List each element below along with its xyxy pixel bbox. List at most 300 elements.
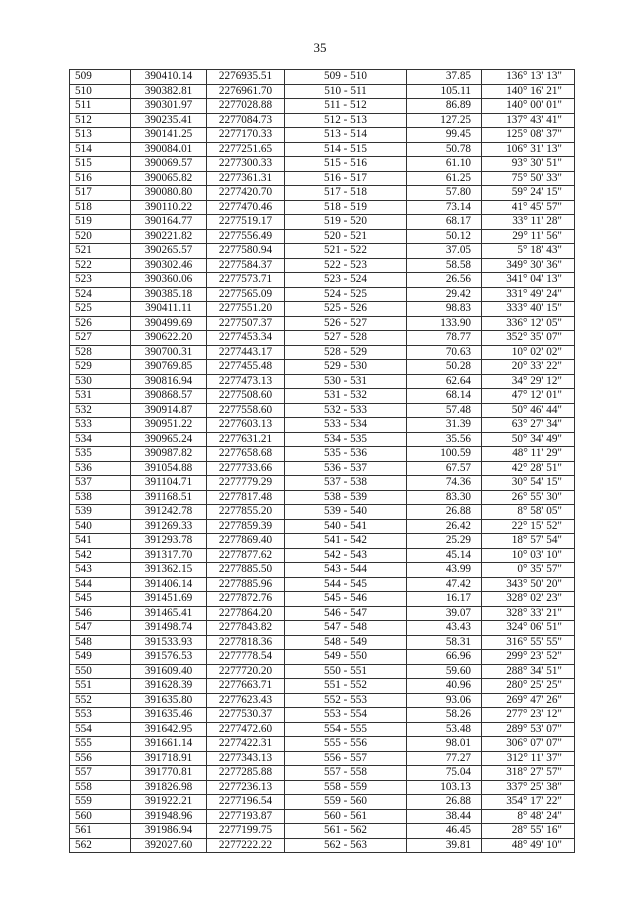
bearing-cell: 8° 58' 05" [482, 505, 575, 520]
y-coordinate-cell: 2277422.31 [207, 737, 285, 752]
segment-cell: 543 - 544 [285, 563, 407, 578]
table-row [70, 809, 575, 824]
y-coordinate-cell: 2277658.68 [207, 447, 285, 462]
distance-cell: 39.81 [407, 838, 482, 853]
y-coordinate-cell: 2277623.43 [207, 693, 285, 708]
y-coordinate-cell: 2277343.13 [207, 751, 285, 766]
x-coordinate-cell: 391922.21 [131, 795, 207, 810]
bearing-cell: 93° 30' 51" [482, 157, 575, 172]
distance-cell: 50.28 [407, 360, 482, 375]
table-row [70, 70, 575, 85]
coordinates-table-body [70, 70, 575, 853]
segment-cell: 526 - 527 [285, 316, 407, 331]
distance-cell: 75.04 [407, 766, 482, 781]
distance-cell: 25.29 [407, 534, 482, 549]
segment-cell: 548 - 549 [285, 635, 407, 650]
y-coordinate-cell: 2277855.20 [207, 505, 285, 520]
table-row [70, 476, 575, 491]
segment-cell: 522 - 523 [285, 258, 407, 273]
table-row [70, 505, 575, 520]
segment-cell: 552 - 553 [285, 693, 407, 708]
bearing-cell: 341° 04' 13" [482, 273, 575, 288]
point-number-cell: 513 [70, 128, 131, 143]
bearing-cell: 331° 49' 24" [482, 287, 575, 302]
bearing-cell: 125° 08' 37" [482, 128, 575, 143]
y-coordinate-cell: 2277778.54 [207, 650, 285, 665]
bearing-cell: 333° 40' 15" [482, 302, 575, 317]
distance-cell: 68.14 [407, 389, 482, 404]
x-coordinate-cell: 391104.71 [131, 476, 207, 491]
x-coordinate-cell: 391642.95 [131, 722, 207, 737]
distance-cell: 58.31 [407, 635, 482, 650]
segment-cell: 536 - 537 [285, 461, 407, 476]
segment-cell: 553 - 554 [285, 708, 407, 723]
distance-cell: 26.88 [407, 505, 482, 520]
y-coordinate-cell: 2277843.82 [207, 621, 285, 636]
x-coordinate-cell: 390235.41 [131, 113, 207, 128]
x-coordinate-cell: 390069.57 [131, 157, 207, 172]
bearing-cell: 59° 24' 15" [482, 186, 575, 201]
point-number-cell: 554 [70, 722, 131, 737]
distance-cell: 58.26 [407, 708, 482, 723]
y-coordinate-cell: 2277584.37 [207, 258, 285, 273]
point-number-cell: 519 [70, 215, 131, 230]
x-coordinate-cell: 391609.40 [131, 664, 207, 679]
x-coordinate-cell: 390951.22 [131, 418, 207, 433]
bearing-cell: 50° 34' 49" [482, 432, 575, 447]
point-number-cell: 525 [70, 302, 131, 317]
segment-cell: 542 - 543 [285, 548, 407, 563]
bearing-cell: 48° 11' 29" [482, 447, 575, 462]
segment-cell: 519 - 520 [285, 215, 407, 230]
x-coordinate-cell: 391628.39 [131, 679, 207, 694]
table-row [70, 795, 575, 810]
table-row [70, 751, 575, 766]
segment-cell: 511 - 512 [285, 99, 407, 114]
y-coordinate-cell: 2277530.37 [207, 708, 285, 723]
table-row [70, 374, 575, 389]
segment-cell: 538 - 539 [285, 490, 407, 505]
y-coordinate-cell: 2277556.49 [207, 229, 285, 244]
point-number-cell: 559 [70, 795, 131, 810]
table-row [70, 519, 575, 534]
table-row [70, 592, 575, 607]
table-row [70, 606, 575, 621]
segment-cell: 555 - 556 [285, 737, 407, 752]
y-coordinate-cell: 2277028.88 [207, 99, 285, 114]
x-coordinate-cell: 391269.33 [131, 519, 207, 534]
point-number-cell: 534 [70, 432, 131, 447]
distance-cell: 66.96 [407, 650, 482, 665]
bearing-cell: 22° 15' 52" [482, 519, 575, 534]
y-coordinate-cell: 2277455.48 [207, 360, 285, 375]
bearing-cell: 26° 55' 30" [482, 490, 575, 505]
y-coordinate-cell: 2277580.94 [207, 244, 285, 259]
distance-cell: 46.45 [407, 824, 482, 839]
segment-cell: 557 - 558 [285, 766, 407, 781]
table-row [70, 693, 575, 708]
distance-cell: 67.57 [407, 461, 482, 476]
y-coordinate-cell: 2277472.60 [207, 722, 285, 737]
bearing-cell: 33° 11' 28" [482, 215, 575, 230]
table-row [70, 331, 575, 346]
bearing-cell: 48° 49' 10" [482, 838, 575, 853]
segment-cell: 513 - 514 [285, 128, 407, 143]
x-coordinate-cell: 390382.81 [131, 84, 207, 99]
table-row [70, 171, 575, 186]
table-row [70, 577, 575, 592]
x-coordinate-cell: 390622.20 [131, 331, 207, 346]
y-coordinate-cell: 2277420.70 [207, 186, 285, 201]
table-row [70, 389, 575, 404]
y-coordinate-cell: 2277818.36 [207, 635, 285, 650]
point-number-cell: 523 [70, 273, 131, 288]
table-row [70, 708, 575, 723]
bearing-cell: 20° 33' 22" [482, 360, 575, 375]
y-coordinate-cell: 2277631.21 [207, 432, 285, 447]
distance-cell: 29.42 [407, 287, 482, 302]
y-coordinate-cell: 2277573.71 [207, 273, 285, 288]
distance-cell: 43.43 [407, 621, 482, 636]
table-row [70, 302, 575, 317]
x-coordinate-cell: 390110.22 [131, 200, 207, 215]
x-coordinate-cell: 391661.14 [131, 737, 207, 752]
point-number-cell: 530 [70, 374, 131, 389]
bearing-cell: 324° 06' 51" [482, 621, 575, 636]
point-number-cell: 514 [70, 142, 131, 157]
y-coordinate-cell: 2277170.33 [207, 128, 285, 143]
table-row [70, 200, 575, 215]
table-row [70, 258, 575, 273]
point-number-cell: 547 [70, 621, 131, 636]
bearing-cell: 28° 55' 16" [482, 824, 575, 839]
bearing-cell: 140° 16' 21" [482, 84, 575, 99]
segment-cell: 528 - 529 [285, 345, 407, 360]
y-coordinate-cell: 2277193.87 [207, 809, 285, 824]
segment-cell: 520 - 521 [285, 229, 407, 244]
y-coordinate-cell: 2277733.66 [207, 461, 285, 476]
bearing-cell: 328° 33' 21" [482, 606, 575, 621]
table-row [70, 215, 575, 230]
segment-cell: 510 - 511 [285, 84, 407, 99]
y-coordinate-cell: 2277869.40 [207, 534, 285, 549]
y-coordinate-cell: 2277508.60 [207, 389, 285, 404]
distance-cell: 26.56 [407, 273, 482, 288]
point-number-cell: 538 [70, 490, 131, 505]
distance-cell: 83.30 [407, 490, 482, 505]
table-row [70, 186, 575, 201]
bearing-cell: 277° 23' 12" [482, 708, 575, 723]
y-coordinate-cell: 2277877.62 [207, 548, 285, 563]
table-row [70, 635, 575, 650]
x-coordinate-cell: 391465.41 [131, 606, 207, 621]
segment-cell: 518 - 519 [285, 200, 407, 215]
distance-cell: 93.06 [407, 693, 482, 708]
segment-cell: 521 - 522 [285, 244, 407, 259]
point-number-cell: 543 [70, 563, 131, 578]
segment-cell: 540 - 541 [285, 519, 407, 534]
x-coordinate-cell: 390987.82 [131, 447, 207, 462]
y-coordinate-cell: 2277453.34 [207, 331, 285, 346]
bearing-cell: 316° 55' 55" [482, 635, 575, 650]
segment-cell: 533 - 534 [285, 418, 407, 433]
segment-cell: 549 - 550 [285, 650, 407, 665]
x-coordinate-cell: 390816.94 [131, 374, 207, 389]
table-row [70, 273, 575, 288]
bearing-cell: 299° 23' 52" [482, 650, 575, 665]
y-coordinate-cell: 2277519.17 [207, 215, 285, 230]
y-coordinate-cell: 2277507.37 [207, 316, 285, 331]
bearing-cell: 10° 03' 10" [482, 548, 575, 563]
table-row [70, 737, 575, 752]
bearing-cell: 63° 27' 34" [482, 418, 575, 433]
bearing-cell: 29° 11' 56" [482, 229, 575, 244]
distance-cell: 50.12 [407, 229, 482, 244]
point-number-cell: 531 [70, 389, 131, 404]
table-row [70, 157, 575, 172]
x-coordinate-cell: 390164.77 [131, 215, 207, 230]
bearing-cell: 34° 29' 12" [482, 374, 575, 389]
segment-cell: 537 - 538 [285, 476, 407, 491]
point-number-cell: 550 [70, 664, 131, 679]
x-coordinate-cell: 392027.60 [131, 838, 207, 853]
point-number-cell: 560 [70, 809, 131, 824]
y-coordinate-cell: 2276935.51 [207, 70, 285, 85]
table-row [70, 128, 575, 143]
table-row [70, 650, 575, 665]
distance-cell: 133.90 [407, 316, 482, 331]
segment-cell: 559 - 560 [285, 795, 407, 810]
x-coordinate-cell: 391635.80 [131, 693, 207, 708]
x-coordinate-cell: 390410.14 [131, 70, 207, 85]
segment-cell: 535 - 536 [285, 447, 407, 462]
y-coordinate-cell: 2277470.46 [207, 200, 285, 215]
y-coordinate-cell: 2277251.65 [207, 142, 285, 157]
distance-cell: 43.99 [407, 563, 482, 578]
y-coordinate-cell: 2277817.48 [207, 490, 285, 505]
bearing-cell: 30° 54' 15" [482, 476, 575, 491]
bearing-cell: 106° 31' 13" [482, 142, 575, 157]
bearing-cell: 10° 02' 02" [482, 345, 575, 360]
segment-cell: 512 - 513 [285, 113, 407, 128]
distance-cell: 59.60 [407, 664, 482, 679]
distance-cell: 31.39 [407, 418, 482, 433]
point-number-cell: 515 [70, 157, 131, 172]
distance-cell: 26.88 [407, 795, 482, 810]
bearing-cell: 47° 12' 01" [482, 389, 575, 404]
point-number-cell: 517 [70, 186, 131, 201]
x-coordinate-cell: 390499.69 [131, 316, 207, 331]
bearing-cell: 75° 50' 33" [482, 171, 575, 186]
x-coordinate-cell: 391718.91 [131, 751, 207, 766]
segment-cell: 525 - 526 [285, 302, 407, 317]
y-coordinate-cell: 2277300.33 [207, 157, 285, 172]
y-coordinate-cell: 2277603.13 [207, 418, 285, 433]
table-row [70, 548, 575, 563]
distance-cell: 45.14 [407, 548, 482, 563]
segment-cell: 545 - 546 [285, 592, 407, 607]
table-row [70, 418, 575, 433]
bearing-cell: 328° 02' 23" [482, 592, 575, 607]
point-number-cell: 537 [70, 476, 131, 491]
segment-cell: 530 - 531 [285, 374, 407, 389]
point-number-cell: 527 [70, 331, 131, 346]
y-coordinate-cell: 2277859.39 [207, 519, 285, 534]
y-coordinate-cell: 2277864.20 [207, 606, 285, 621]
segment-cell: 562 - 563 [285, 838, 407, 853]
distance-cell: 26.42 [407, 519, 482, 534]
segment-cell: 534 - 535 [285, 432, 407, 447]
point-number-cell: 511 [70, 99, 131, 114]
distance-cell: 86.89 [407, 99, 482, 114]
coordinates-table [69, 69, 575, 853]
table-row [70, 244, 575, 259]
table-row [70, 534, 575, 549]
point-number-cell: 526 [70, 316, 131, 331]
table-row [70, 113, 575, 128]
segment-cell: 550 - 551 [285, 664, 407, 679]
point-number-cell: 555 [70, 737, 131, 752]
table-row [70, 722, 575, 737]
point-number-cell: 552 [70, 693, 131, 708]
x-coordinate-cell: 391362.15 [131, 563, 207, 578]
y-coordinate-cell: 2277885.96 [207, 577, 285, 592]
segment-cell: 560 - 561 [285, 809, 407, 824]
table-row [70, 621, 575, 636]
point-number-cell: 557 [70, 766, 131, 781]
table-row [70, 563, 575, 578]
y-coordinate-cell: 2277443.17 [207, 345, 285, 360]
x-coordinate-cell: 390141.25 [131, 128, 207, 143]
bearing-cell: 269° 47' 26" [482, 693, 575, 708]
x-coordinate-cell: 390360.06 [131, 273, 207, 288]
x-coordinate-cell: 391168.51 [131, 490, 207, 505]
segment-cell: 541 - 542 [285, 534, 407, 549]
segment-cell: 532 - 533 [285, 403, 407, 418]
distance-cell: 73.14 [407, 200, 482, 215]
segment-cell: 539 - 540 [285, 505, 407, 520]
distance-cell: 61.10 [407, 157, 482, 172]
bearing-cell: 343° 50' 20" [482, 577, 575, 592]
distance-cell: 39.07 [407, 606, 482, 621]
x-coordinate-cell: 391406.14 [131, 577, 207, 592]
table-row [70, 780, 575, 795]
y-coordinate-cell: 2277779.29 [207, 476, 285, 491]
y-coordinate-cell: 2277885.50 [207, 563, 285, 578]
distance-cell: 61.25 [407, 171, 482, 186]
x-coordinate-cell: 390700.31 [131, 345, 207, 360]
x-coordinate-cell: 391533.93 [131, 635, 207, 650]
y-coordinate-cell: 2277222.22 [207, 838, 285, 853]
bearing-cell: 0° 35' 57" [482, 563, 575, 578]
bearing-cell: 336° 12' 05" [482, 316, 575, 331]
bearing-cell: 137° 43' 41" [482, 113, 575, 128]
distance-cell: 37.85 [407, 70, 482, 85]
table-row [70, 447, 575, 462]
distance-cell: 103.13 [407, 780, 482, 795]
y-coordinate-cell: 2277196.54 [207, 795, 285, 810]
x-coordinate-cell: 390411.11 [131, 302, 207, 317]
point-number-cell: 562 [70, 838, 131, 853]
x-coordinate-cell: 390769.85 [131, 360, 207, 375]
x-coordinate-cell: 390302.46 [131, 258, 207, 273]
point-number-cell: 539 [70, 505, 131, 520]
point-number-cell: 545 [70, 592, 131, 607]
point-number-cell: 542 [70, 548, 131, 563]
x-coordinate-cell: 390084.01 [131, 142, 207, 157]
x-coordinate-cell: 390301.97 [131, 99, 207, 114]
table-row [70, 84, 575, 99]
point-number-cell: 510 [70, 84, 131, 99]
distance-cell: 37.05 [407, 244, 482, 259]
point-number-cell: 541 [70, 534, 131, 549]
point-number-cell: 546 [70, 606, 131, 621]
y-coordinate-cell: 2277473.13 [207, 374, 285, 389]
table-row [70, 316, 575, 331]
distance-cell: 40.96 [407, 679, 482, 694]
segment-cell: 531 - 532 [285, 389, 407, 404]
distance-cell: 38.44 [407, 809, 482, 824]
distance-cell: 57.80 [407, 186, 482, 201]
x-coordinate-cell: 391451.69 [131, 592, 207, 607]
segment-cell: 514 - 515 [285, 142, 407, 157]
table-row [70, 824, 575, 839]
point-number-cell: 558 [70, 780, 131, 795]
distance-cell: 98.01 [407, 737, 482, 752]
point-number-cell: 509 [70, 70, 131, 85]
y-coordinate-cell: 2277565.09 [207, 287, 285, 302]
point-number-cell: 521 [70, 244, 131, 259]
point-number-cell: 516 [70, 171, 131, 186]
point-number-cell: 536 [70, 461, 131, 476]
y-coordinate-cell: 2277361.31 [207, 171, 285, 186]
bearing-cell: 41° 45' 57" [482, 200, 575, 215]
table-row [70, 287, 575, 302]
x-coordinate-cell: 390065.82 [131, 171, 207, 186]
point-number-cell: 524 [70, 287, 131, 302]
distance-cell: 70.63 [407, 345, 482, 360]
page-number: 35 [313, 40, 327, 55]
table-row [70, 142, 575, 157]
y-coordinate-cell: 2277084.73 [207, 113, 285, 128]
distance-cell: 100.59 [407, 447, 482, 462]
bearing-cell: 288° 34' 51" [482, 664, 575, 679]
point-number-cell: 549 [70, 650, 131, 665]
distance-cell: 127.25 [407, 113, 482, 128]
point-number-cell: 512 [70, 113, 131, 128]
segment-cell: 551 - 552 [285, 679, 407, 694]
point-number-cell: 556 [70, 751, 131, 766]
point-number-cell: 533 [70, 418, 131, 433]
point-number-cell: 532 [70, 403, 131, 418]
point-number-cell: 548 [70, 635, 131, 650]
segment-cell: 544 - 545 [285, 577, 407, 592]
segment-cell: 558 - 559 [285, 780, 407, 795]
bearing-cell: 337° 25' 38" [482, 780, 575, 795]
segment-cell: 515 - 516 [285, 157, 407, 172]
table-row [70, 403, 575, 418]
segment-cell: 546 - 547 [285, 606, 407, 621]
point-number-cell: 561 [70, 824, 131, 839]
distance-cell: 53.48 [407, 722, 482, 737]
distance-cell: 78.77 [407, 331, 482, 346]
distance-cell: 74.36 [407, 476, 482, 491]
point-number-cell: 544 [70, 577, 131, 592]
point-number-cell: 518 [70, 200, 131, 215]
bearing-cell: 354° 17' 22" [482, 795, 575, 810]
x-coordinate-cell: 391498.74 [131, 621, 207, 636]
bearing-cell: 312° 11' 37" [482, 751, 575, 766]
